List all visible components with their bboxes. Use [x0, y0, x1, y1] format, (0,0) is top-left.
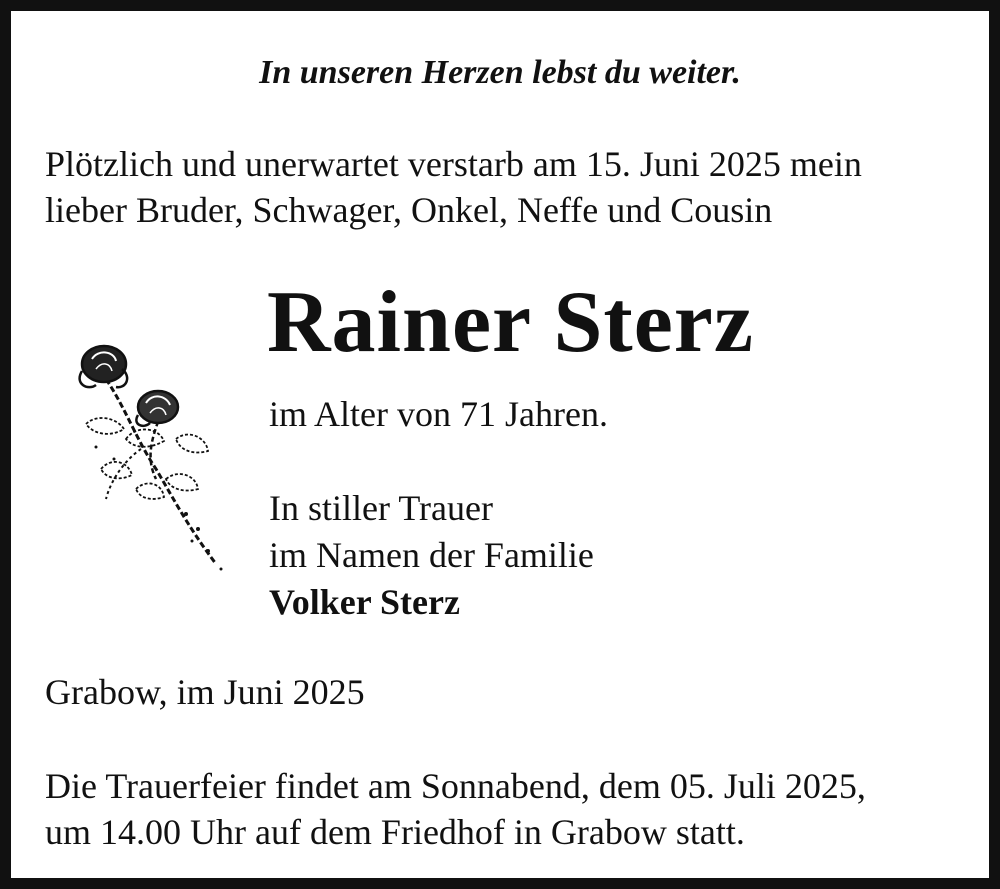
funeral-line-1: Die Trauerfeier findet am Sonnabend, dem 05. Juli 2025,: [45, 766, 866, 806]
age-text: im Alter von 71 Jahren.: [269, 394, 608, 434]
intro-line-2: lieber Bruder, Schwager, Onkel, Neffe und Cousin: [45, 190, 773, 230]
intro-text: [45, 141, 862, 233]
place-date: Grabow, im Juni 2025: [45, 672, 365, 712]
funeral-info: [45, 763, 866, 855]
mourners-block: [269, 485, 594, 626]
signer-name: Volker Sterz: [269, 582, 460, 622]
mourners-line-2: im Namen der Familie: [269, 535, 594, 575]
mourners-line-1: In stiller Trauer: [269, 488, 493, 528]
deceased-name: Rainer Sterz: [267, 274, 754, 371]
funeral-line-2: um 14.00 Uhr auf dem Friedhof in Grabow statt.: [45, 812, 745, 852]
rose-illustration-icon: [66, 329, 236, 579]
motto-heading: In unseren Herzen lebst du weiter.: [259, 54, 741, 91]
intro-line-1: Plötzlich und unerwartet verstarb am 15. Juni 2025 mein: [45, 144, 862, 184]
